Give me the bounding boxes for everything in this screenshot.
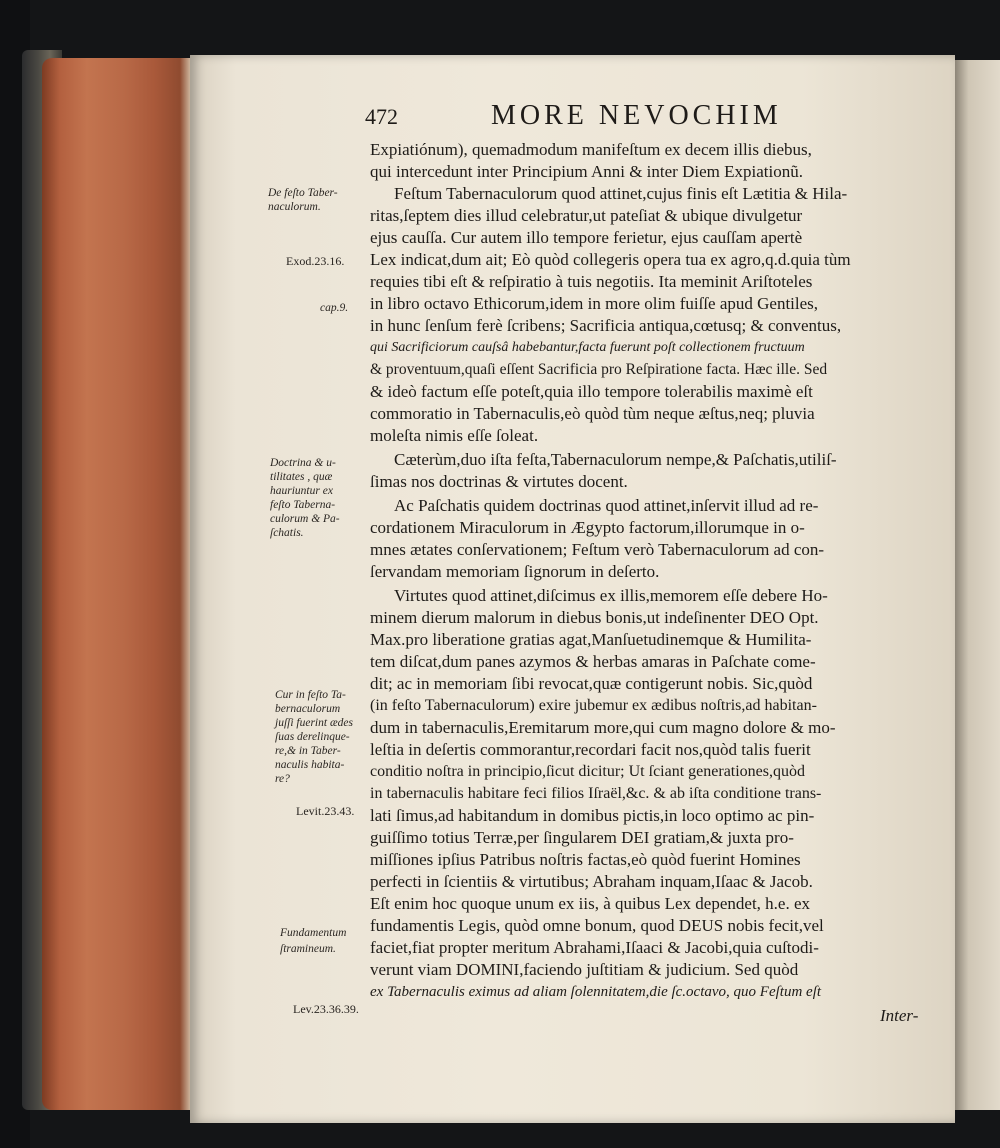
text-line: in hunc ſenſum ferè ſcribens; Sacrificia antiqua,cœtusq; & conventus, bbox=[370, 316, 842, 335]
text-line: guiſſimo totius Terræ,per ſingularem DEI gratiam,& juxta pro- bbox=[370, 828, 794, 847]
text-line: miſſiones ipſius Patribus noſtris factas,eò quòd fuerint Homines bbox=[370, 850, 801, 869]
page-header bbox=[365, 100, 925, 140]
text-line: commoratio in Tabernaculis,eò quòd tùm neque æſtus,neq; pluvia bbox=[370, 404, 815, 423]
text-line: Ac Paſchatis quidem doctrinas quod attinet,inſervit illud ad re- bbox=[394, 496, 819, 515]
margin-note: naculorum. bbox=[268, 201, 321, 213]
text-line: moleſta nimis eſſe ſoleat. bbox=[370, 426, 539, 445]
text-line: qui intercedunt inter Principium Anni & inter Diem Expiationũ. bbox=[370, 162, 803, 181]
margin-note: hauriuntur ex bbox=[270, 485, 333, 497]
margin-note: juſſi fuerint ædes bbox=[275, 717, 353, 729]
facing-page-edge bbox=[955, 60, 1000, 1110]
text-line: Cæterùm,duo iſta feſta,Tabernaculorum nempe,& Paſchatis,utiliſ- bbox=[394, 450, 837, 469]
text-line: ſimas nos doctrinas & virtutes docent. bbox=[370, 472, 628, 491]
page-block-edge bbox=[42, 58, 192, 1110]
margin-note: culorum & Pa- bbox=[270, 513, 340, 525]
page-number: 472 bbox=[365, 104, 398, 129]
margin-note: Cur in feſto Ta- bbox=[275, 689, 346, 701]
text-line: & ideò factum eſſe poteſt,quia illo tempore tolerabilis maximè eſt bbox=[370, 382, 813, 401]
margin-note: De feſto Taber- bbox=[268, 187, 338, 199]
text-line: fundamentis Legis, quòd omne bonum, quod DEUS nobis fecit,vel bbox=[370, 916, 824, 935]
text-line: tem diſcat,dum panes azymos & herbas amaras in Paſchate come- bbox=[370, 652, 816, 671]
margin-note: tilitates , quæ bbox=[270, 471, 333, 483]
running-title: MORE NEVOCHIM bbox=[491, 100, 782, 131]
text-line: mnes ætates conſervationem; Feſtum verò Tabernaculorum ad con- bbox=[370, 540, 825, 559]
text-line: dum in tabernaculis,Eremitarum more,qui cum magno dolore & mo- bbox=[370, 718, 836, 737]
text-line: Expiatiónum), quemadmodum manifeſtum ex decem illis diebus, bbox=[370, 140, 812, 159]
text-line: ritas,ſeptem dies illud celebratur,ut pateſiat & ubique divulgetur bbox=[370, 206, 803, 225]
margin-note: ſuas derelinque- bbox=[275, 731, 350, 743]
text-line: lati ſimus,ad habitandum in domibus pictis,in loco optimo ac pin- bbox=[370, 806, 815, 825]
margin-note: bernaculorum bbox=[275, 703, 341, 715]
text-line: & proventuum,quaſi eſſent Sacrificia pro Reſpiratione facta. Hæc ille. Sed bbox=[370, 361, 828, 378]
text-line: ex Tabernaculis eximus ad aliam ſolennitatem,die ſc.octavo, quo Feſtum eſt bbox=[370, 984, 822, 1000]
text-line: ejus cauſſa. Cur autem illo tempore ferietur, ejus cauſſam apertè bbox=[370, 228, 803, 247]
text-line: Max.pro liberatione gratias agat,Manſuetudinemque & Humilita- bbox=[370, 630, 812, 649]
margin-note: naculis habita- bbox=[275, 759, 345, 771]
text-line: Lex indicat,dum ait; Eò quòd collegeris opera tua ex agro,q.d.quia tùm bbox=[370, 250, 851, 269]
margin-note: re? bbox=[275, 773, 290, 785]
text-line: faciet,fiat propter meritum Abrahami,Iſaaci & Jacobi,quia cuſtodi- bbox=[370, 938, 819, 957]
text-line: verunt viam DOMINI,faciendo juſtitiam & judicium. Sed quòd bbox=[370, 960, 799, 979]
text-line: requies tibi eſt & reſpiratio à tuis negotiis. Ita meminit Ariſtoteles bbox=[370, 272, 813, 291]
text-line: Feſtum Tabernaculorum quod attinet,cujus finis eſt Lætitia & Hila- bbox=[394, 184, 848, 203]
margin-note: ſchatis. bbox=[270, 527, 304, 539]
margin-note: Fundamentum bbox=[280, 927, 347, 939]
text-line: dit; ac in memoriam ſibi revocat,quæ contigerunt nobis. Sic,quòd bbox=[370, 674, 813, 693]
margin-reference: cap.9. bbox=[320, 302, 349, 314]
text-line: perfecti in ſcientiis & virtutibus; Abraham inquam,Iſaac & Jacob. bbox=[370, 872, 813, 891]
margin-reference: Lev.23.36.39. bbox=[293, 1002, 359, 1016]
text-line: leſtia in deſertis commorantur,recordari facit nos,quòd talis fuerit bbox=[370, 740, 811, 759]
text-line: Eſt enim hoc quoque unum ex iis, à quibus Lex dependet, h.e. ex bbox=[370, 894, 811, 913]
margin-reference: Exod.23.16. bbox=[286, 254, 345, 268]
text-line: cordationem Miraculorum in Ægypto factorum,illorumque in o- bbox=[370, 518, 805, 537]
text-line: qui Sacrificiorum cauſsâ habebantur,facta fuerunt poſt collectionem fructuum bbox=[370, 340, 805, 355]
margin-reference: Levit.23.43. bbox=[296, 804, 355, 818]
text-line: in libro octavo Ethicorum,idem in more olim fuiſſe apud Gentiles, bbox=[370, 294, 819, 313]
margin-note: ſtramineum. bbox=[280, 943, 336, 955]
text-line: (in feſto Tabernaculorum) exire jubemur ex ædibus noſtris,ad habitan- bbox=[370, 697, 817, 714]
margin-note: feſto Taberna- bbox=[270, 499, 336, 511]
text-line: ſervandam memoriam ſignorum in deſerto. bbox=[370, 562, 660, 581]
catchword: Inter- bbox=[880, 1006, 919, 1025]
text-line: Virtutes quod attinet,diſcimus ex illis,memorem eſſe debere Ho- bbox=[394, 586, 828, 605]
text-line: minem dierum malorum in diebus bonis,ut indeſinenter DEO Opt. bbox=[370, 608, 819, 627]
text-line: in tabernaculis habitare feci filios Iſraël,&c. & ab iſta conditione trans- bbox=[370, 785, 822, 802]
margin-note: Doctrina & u- bbox=[270, 457, 336, 469]
margin-note: re,& in Taber- bbox=[275, 745, 341, 757]
text-line: conditio noſtra in principio,ſicut dicitur; Ut ſciant generationes,quòd bbox=[370, 763, 806, 780]
